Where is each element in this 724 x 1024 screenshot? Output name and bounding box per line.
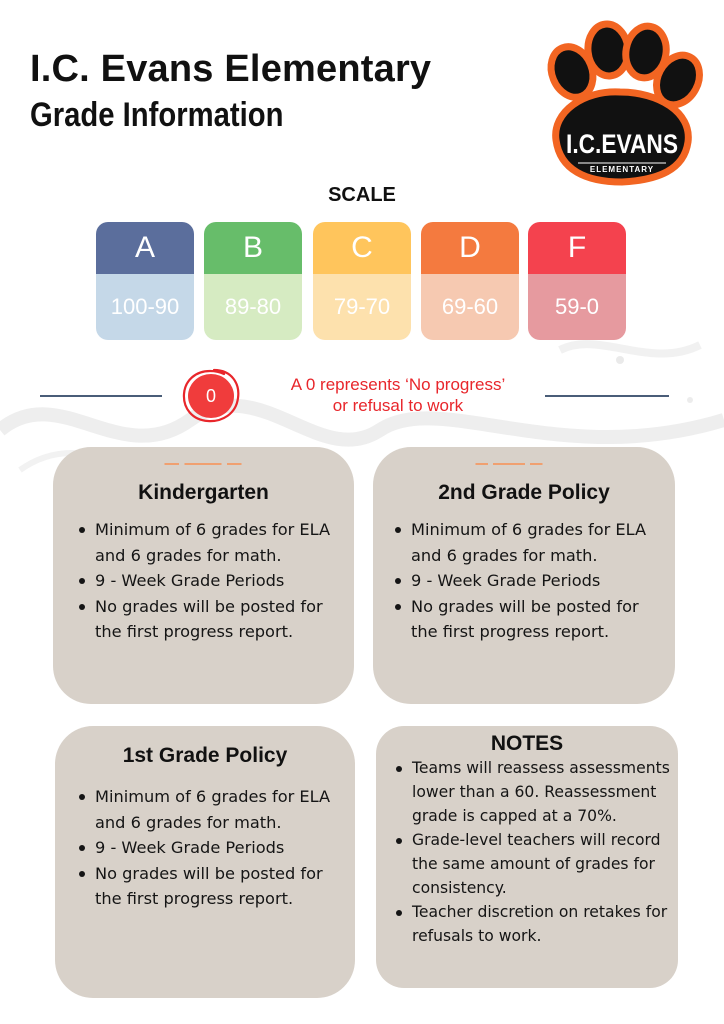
grade-card-a <box>96 222 194 340</box>
zero-badge: 0 <box>188 374 234 418</box>
grade-scale <box>96 222 626 340</box>
notes-card <box>376 726 678 988</box>
policy-list <box>77 784 345 912</box>
grade-letter: A <box>96 222 194 274</box>
first-grade-card <box>55 726 355 998</box>
grade-range: 79-70 <box>313 274 411 340</box>
grade-letter: F <box>528 222 626 274</box>
list-item: Teacher discretion on retakes for refusals to work. <box>394 900 672 948</box>
card-accent-line <box>469 463 549 465</box>
policy-list <box>77 517 343 645</box>
notes-list <box>394 756 672 948</box>
list-item: Teams will reassess assessments lower than a 60. Reassessment grade is capped at a 70%. <box>394 756 672 828</box>
school-title: I.C. Evans Elementary <box>30 48 432 90</box>
list-item: 9 - Week Grade Periods <box>77 568 343 594</box>
grade-letter: B <box>204 222 302 274</box>
list-item: Minimum of 6 grades for ELA and 6 grades for math. <box>393 517 665 568</box>
logo-subtext: ELEMENTARY <box>589 165 655 174</box>
card-title: 1st Grade Policy <box>122 744 288 767</box>
list-item: No grades will be posted for the first progress report. <box>77 861 345 912</box>
card-title: 2nd Grade Policy <box>438 481 610 504</box>
zero-explanation-line1: A 0 represents ‘No progress’ <box>290 375 506 394</box>
list-item: 9 - Week Grade Periods <box>393 568 665 594</box>
grade-letter: D <box>421 222 519 274</box>
grade-range: 100-90 <box>96 274 194 340</box>
paw-print-logo <box>534 20 708 198</box>
grade-card-c <box>313 222 411 340</box>
grade-card-d <box>421 222 519 340</box>
policy-list <box>393 517 665 645</box>
list-item: Minimum of 6 grades for ELA and 6 grades for math. <box>77 784 345 835</box>
card-accent-line <box>157 463 249 465</box>
grade-range: 59-0 <box>528 274 626 340</box>
list-item: No grades will be posted for the first progress report. <box>77 594 343 645</box>
page-subtitle: Grade Information <box>30 96 284 134</box>
second-grade-card <box>373 447 675 704</box>
list-item: No grades will be posted for the first progress report. <box>393 594 665 645</box>
logo-text: I.C.EVANS <box>566 129 678 159</box>
grade-range: 89-80 <box>204 274 302 340</box>
divider-right <box>545 395 669 397</box>
grade-card-f <box>528 222 626 340</box>
zero-explanation <box>256 374 540 416</box>
list-item: Minimum of 6 grades for ELA and 6 grades for math. <box>77 517 343 568</box>
kindergarten-card <box>53 447 354 704</box>
grade-card-b <box>204 222 302 340</box>
grade-range: 69-60 <box>421 274 519 340</box>
notes-title: NOTES <box>490 732 564 755</box>
divider-left <box>40 395 162 397</box>
zero-explanation-line2: or refusal to work <box>332 396 464 415</box>
grade-letter: C <box>313 222 411 274</box>
list-item: 9 - Week Grade Periods <box>77 835 345 861</box>
card-title: Kindergarten <box>138 481 269 504</box>
list-item: Grade-level teachers will record the same amount of grades for consistency. <box>394 828 672 900</box>
scale-heading: SCALE <box>328 184 396 206</box>
